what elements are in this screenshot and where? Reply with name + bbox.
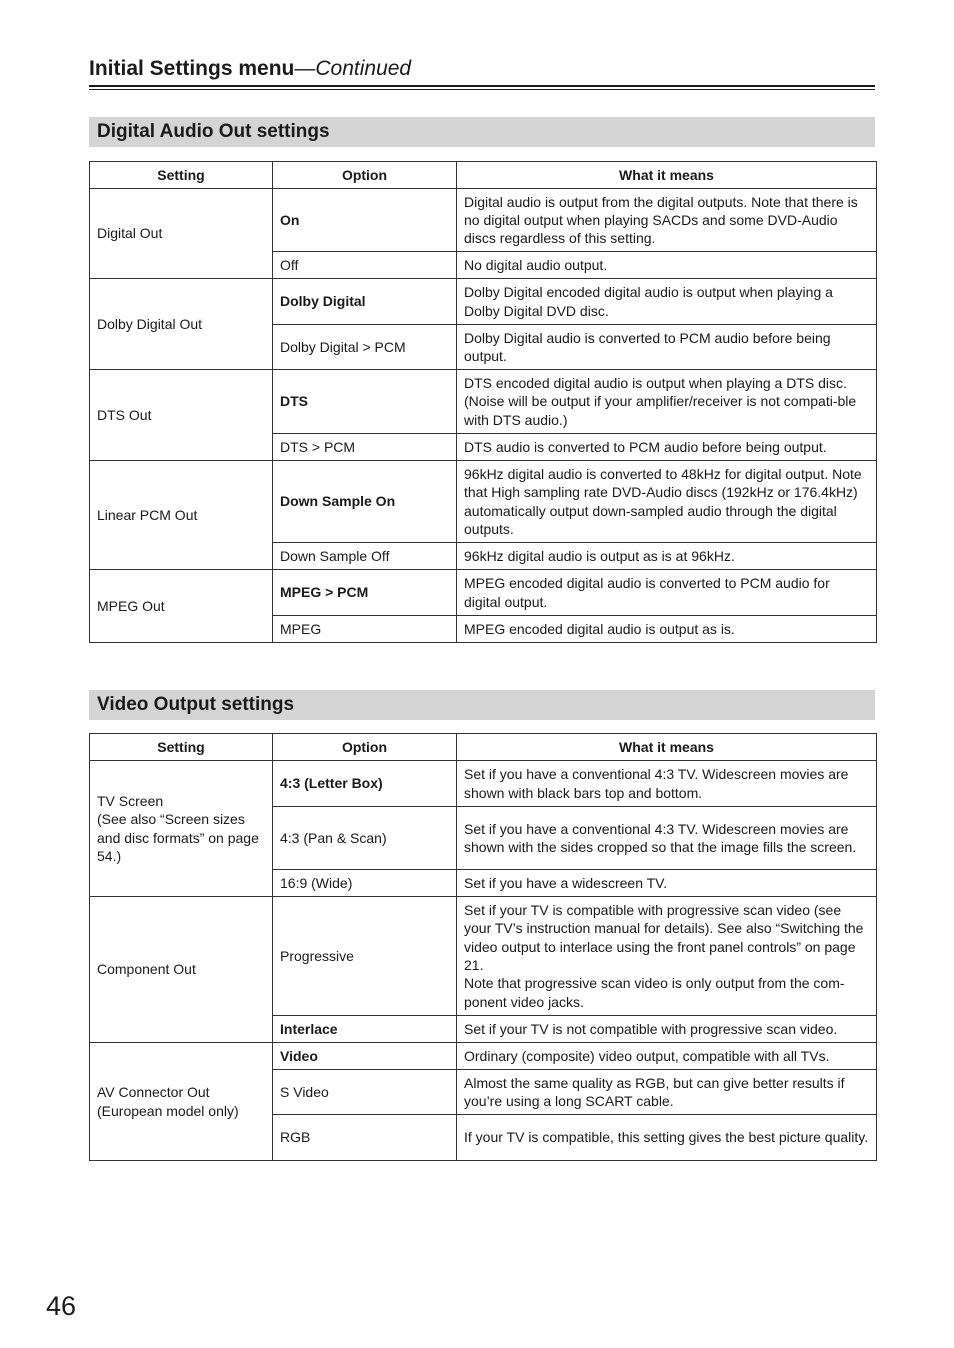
- section-heading-digital-audio: Digital Audio Out settings: [89, 117, 875, 147]
- meaning-cell: Almost the same quality as RGB, but can give better results if you’re using a long SCART cable.: [457, 1070, 877, 1115]
- meaning-cell: Digital audio is output from the digital outputs. Note that there is no digital output when playing SACDs and some DVD-Audio discs regardless of this setting.: [457, 189, 877, 252]
- option-cell: 16:9 (Wide): [273, 870, 457, 897]
- setting-cell: AV Connector Out (European model only): [90, 1043, 273, 1161]
- page-title: Initial Settings menu—Continued: [89, 57, 412, 80]
- setting-cell: Digital Out: [90, 189, 273, 279]
- page-number: 46: [46, 1291, 77, 1321]
- option-cell: On: [273, 189, 457, 252]
- table-row: [90, 370, 877, 434]
- meaning-cell: DTS audio is converted to PCM audio before being output.: [457, 434, 877, 461]
- option-cell: Interlace: [273, 1016, 457, 1043]
- header-rule-thin: [89, 89, 875, 90]
- meaning-cell: Set if you have a conventional 4:3 TV. Widescreen movies are shown with black bars top and bottom.: [457, 761, 877, 807]
- meaning-cell: DTS encoded digital audio is output when playing a DTS disc. (Noise will be output if your amplifier/receiver is not compati-ble with DTS audio.): [457, 370, 877, 434]
- column-header-option: Option: [273, 734, 457, 761]
- column-header-setting: Setting: [90, 162, 273, 189]
- option-cell: RGB: [273, 1115, 457, 1161]
- option-cell: 4:3 (Pan & Scan): [273, 807, 457, 870]
- column-header-option: Option: [273, 162, 457, 189]
- setting-cell: Linear PCM Out: [90, 461, 273, 570]
- setting-cell: Component Out: [90, 897, 273, 1043]
- table-row: [90, 461, 877, 543]
- section-heading-video-output: Video Output settings: [89, 690, 875, 720]
- meaning-cell: Dolby Digital encoded digital audio is output when playing a Dolby Digital DVD disc.: [457, 279, 877, 325]
- table-row: [90, 570, 877, 616]
- page-header: [89, 56, 875, 82]
- table-header-row: [90, 734, 877, 761]
- option-cell: Dolby Digital: [273, 279, 457, 325]
- option-cell: MPEG > PCM: [273, 570, 457, 616]
- option-cell: Off: [273, 252, 457, 279]
- option-cell: DTS > PCM: [273, 434, 457, 461]
- setting-cell: DTS Out: [90, 370, 273, 461]
- meaning-cell: Set if your TV is not compatible with progressive scan video.: [457, 1016, 877, 1043]
- meaning-cell: MPEG encoded digital audio is output as is.: [457, 616, 877, 643]
- table-row: [90, 1043, 877, 1070]
- option-cell: Down Sample On: [273, 461, 457, 543]
- meaning-cell: Set if you have a widescreen TV.: [457, 870, 877, 897]
- setting-cell: Dolby Digital Out: [90, 279, 273, 370]
- option-cell: Video: [273, 1043, 457, 1070]
- table-header-row: [90, 162, 877, 189]
- option-cell: DTS: [273, 370, 457, 434]
- table-row: [90, 761, 877, 807]
- digital-audio-table: [89, 161, 877, 643]
- table-row: [90, 189, 877, 252]
- option-cell: Progressive: [273, 897, 457, 1016]
- meaning-cell: Ordinary (composite) video output, compatible with all TVs.: [457, 1043, 877, 1070]
- meaning-cell: Set if you have a conventional 4:3 TV. Widescreen movies are shown with the sides cropped so that the image fills the screen.: [457, 807, 877, 870]
- column-header-setting: Setting: [90, 734, 273, 761]
- option-cell: Dolby Digital > PCM: [273, 325, 457, 370]
- continued-label: —Continued: [294, 57, 412, 80]
- option-cell: Down Sample Off: [273, 543, 457, 570]
- option-cell: MPEG: [273, 616, 457, 643]
- column-header-meaning: What it means: [457, 162, 877, 189]
- option-cell: 4:3 (Letter Box): [273, 761, 457, 807]
- table-row: [90, 279, 877, 325]
- meaning-cell: Dolby Digital audio is converted to PCM audio before being output.: [457, 325, 877, 370]
- meaning-cell: Set if your TV is compatible with progressive scan video (see your TV’s instruction manual for details). See also “Switching the video output to interlace using the front panel controls” on page 21. Note that progressive scan video is only output from the com-ponent video jacks.: [457, 897, 877, 1016]
- table-row: [90, 897, 877, 1016]
- meaning-cell: No digital audio output.: [457, 252, 877, 279]
- meaning-cell: 96kHz digital audio is output as is at 96kHz.: [457, 543, 877, 570]
- meaning-cell: MPEG encoded digital audio is converted to PCM audio for digital output.: [457, 570, 877, 616]
- setting-cell: TV Screen (See also “Screen sizes and disc formats” on page 54.): [90, 761, 273, 897]
- header-rule: [89, 85, 875, 87]
- column-header-meaning: What it means: [457, 734, 877, 761]
- meaning-cell: 96kHz digital audio is converted to 48kHz for digital output. Note that High sampling rate DVD-Audio discs (192kHz or 176.4kHz) automatically output down-sampled audio through the digital outputs.: [457, 461, 877, 543]
- meaning-cell: If your TV is compatible, this setting gives the best picture quality.: [457, 1115, 877, 1161]
- setting-cell: MPEG Out: [90, 570, 273, 643]
- video-output-table: [89, 733, 877, 1161]
- option-cell: S Video: [273, 1070, 457, 1115]
